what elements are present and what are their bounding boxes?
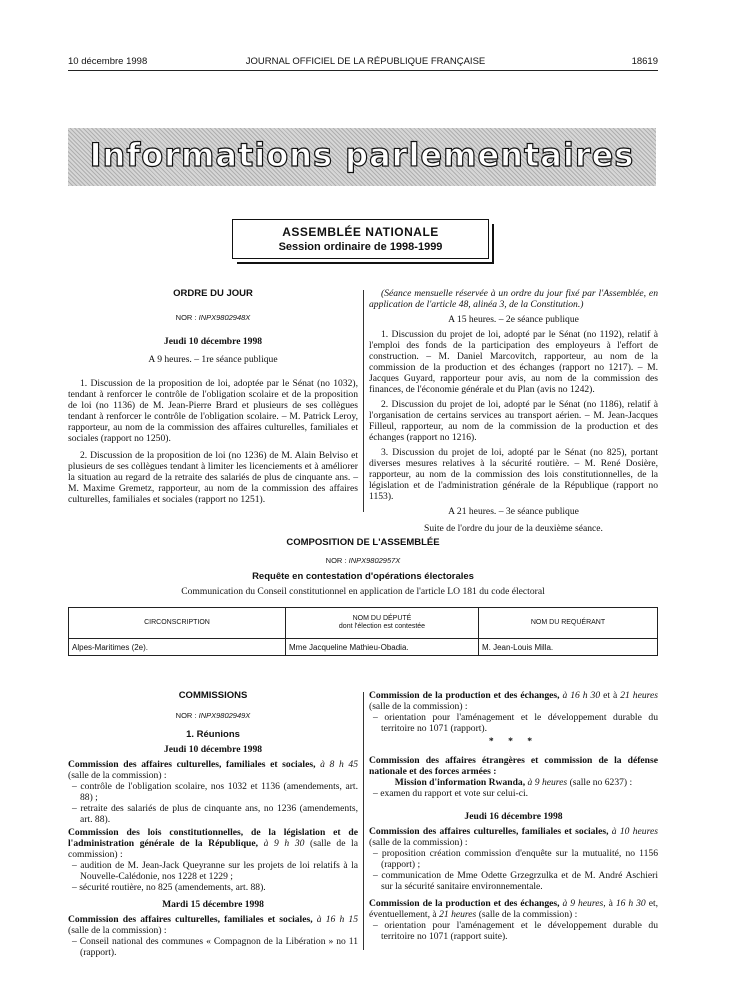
- commission-6: Commission des affaires culturelles, familiales et sociales, à 10 heures (salle de la commission) :: [369, 826, 658, 848]
- commission-5: Commission des affaires étrangères et commission de la défense nationale et des forces armées :: [369, 755, 658, 777]
- ordre-right-column: [369, 288, 658, 534]
- commission-7: Commission de la production et des échanges, à 9 heures, à 16 h 30 et, éventuellement, à 21 heures (salle de la commission) :: [369, 898, 659, 920]
- suite-note: Suite de l'ordre du jour de la deuxième séance.: [424, 523, 603, 534]
- cell-circonscription: Alpes-Maritimes (2e).: [69, 639, 286, 656]
- composition-section: [68, 537, 658, 597]
- day-3: Jeudi 16 décembre 1998: [464, 811, 563, 822]
- contestation-table: [68, 607, 658, 656]
- seance-note: (Séance mensuelle réservée à un ordre du jour fixé par l'Assemblée, en application de l'article 48, alinéa 3, de la Constitution.): [369, 288, 658, 310]
- session-title: Session ordinaire de 1998-1999: [278, 241, 443, 253]
- commission-1-item-1: – contrôle de l'obligation scolaire, nos 1032 et 1136 (amendements, art. 88) ;: [72, 781, 358, 803]
- header-page-number: 18619: [631, 56, 658, 67]
- commissions-heading: COMMISSIONS: [178, 690, 248, 701]
- ordre-item-3: 1. Discussion du projet de loi, adopté par le Sénat (no 1192), relatif à l'emploi des fonds de la participation des employeurs à l'effort de construction. – M. Daniel Marcovitch, rapporteur, au nom de la commission de la production et des échanges (rapport no 1217). – M. Jacques Guyard, rapporteur pour avis, au nom de la commission des finances, de l'économie générale et du Plan (avis no 1242).: [369, 329, 658, 395]
- composition-subheading: Requête en contestation d'opérations électorales: [252, 571, 474, 582]
- commission-6-item-2: – communication de Mme Odette Grzegrzulka et de M. André Aschieri sur la sécurité sanitaire environnementale.: [373, 870, 658, 892]
- ordre-item-4: 2. Discussion du projet de loi, adopté par le Sénat (no 1186), relatif à l'organisation de certains services au transport aérien. – M. Jean-Jacques Filleul, rapporteur, au nom de la commission de la production et des échanges (rapport no 1216).: [369, 399, 658, 443]
- table-header-row: [69, 608, 658, 639]
- ordre-item-1: 1. Discussion de la proposition de loi, adoptée par le Sénat (no 1032), tendant à renforcer le contrôle de l'obligation scolaire et de la proposition de loi (no 1136) de M. Jean-Pierre Brard et plusieurs de ses collègues tendant à renforcer le contrôle de l'obligation scolaire. – M. Patrick Leroy, rapporteur, au nom de la commission des affaires culturelles, familiales et sociales (rapport no 1250).: [68, 378, 358, 444]
- header-rule: [68, 70, 658, 71]
- assembly-box: [232, 219, 489, 259]
- ordre-day: Jeudi 10 décembre 1998: [163, 336, 263, 347]
- commission-3-item-1: – Conseil national des communes « Compagnon de la Libération » no 11 (rapport).: [72, 936, 358, 958]
- seance-2: A 15 heures. – 2e séance publique: [448, 314, 579, 325]
- column-divider: [363, 692, 364, 950]
- seance-3: A 21 heures. – 3e séance publique: [448, 506, 579, 517]
- commission-2: Commission des lois constitutionnelles, de la législation et de l'administration générale de la République, à 9 h 30 (salle de la commission) :: [68, 827, 358, 860]
- header-date: 10 décembre 1998: [68, 56, 148, 67]
- ordre-item-2: 2. Discussion de la proposition de loi (no 1236) de M. Alain Belviso et plusieurs de ses collègues tendant à limiter les licenciements et à améliorer la situation au regard de la retraite des salariés de plus de cinquante ans. – M. Maxime Gremetz, rapporteur, au nom de la commission des affaires culturelles, familiales et sociales (rapport no 1251).: [68, 450, 358, 505]
- column-divider: [363, 290, 364, 512]
- table-header-circonscription: CIRCONSCRIPTION: [69, 608, 286, 639]
- commission-1-item-2: – retraite des salariés de plus de cinquante ans, no 1236 (amendements, art. 88).: [72, 803, 358, 825]
- banner: [68, 128, 656, 186]
- table-row: [69, 639, 658, 656]
- commission-6-item-1: – proposition création commission d'enquête sur la mutualité, no 1156 (rapport) ;: [373, 848, 658, 870]
- commission-4-item-1: – orientation pour l'aménagement et le développement durable du territoire no 1071 (rapport).: [373, 712, 658, 734]
- commission-5-mission: Mission d'information Rwanda, à 9 heures (salle no 6237) :: [394, 777, 633, 788]
- banner-title: Informations parlementaires: [89, 136, 635, 174]
- day-1: Jeudi 10 décembre 1998: [163, 744, 263, 755]
- ordre-item-5: 3. Discussion du projet de loi, adopté par le Sénat (no 825), portant diverses mesures relatives à la sécurité routière. – M. René Dosière, rapporteur, au nom de la commission des lois constitutionnelles, de la législation et de l'administration générale de la République (rapport no 1153).: [369, 447, 658, 502]
- day-2: Mardi 15 décembre 1998: [162, 899, 264, 910]
- seance-1: A 9 heures. – 1re séance publique: [148, 354, 278, 365]
- ordre-heading: ORDRE DU JOUR: [173, 288, 253, 299]
- commission-2-item-1: – audition de M. Jean-Jack Queyranne sur les projets de loi relatifs à la Nouvelle-Calédonie, nos 1228 et 1229 ;: [72, 860, 358, 882]
- commission-7-item-1: – orientation pour l'aménagement et le développement durable du territoire no 1071 (rapport suite).: [373, 920, 658, 942]
- commissions-left-column: [68, 690, 358, 958]
- cell-requerant: M. Jean-Louis Milla.: [479, 639, 658, 656]
- reunions-heading: 1. Réunions: [186, 729, 240, 740]
- cell-depute: Mme Jacqueline Mathieu-Obadia.: [286, 639, 479, 656]
- commission-2-item-2: – sécurité routière, no 825 (amendements, art. 88).: [72, 882, 266, 893]
- commission-5-item-1: – examen du rapport et vote sur celui-ci.: [373, 788, 529, 799]
- commissions-right-column: [369, 690, 658, 942]
- composition-nor: NOR : INPX9802957X: [325, 556, 401, 565]
- composition-communication: Communication du Conseil constitutionnel en application de l'article LO 181 du code électoral: [181, 586, 545, 597]
- separator-stars: * * *: [488, 736, 539, 747]
- ordre-nor: NOR : INPX9802948X: [175, 313, 251, 322]
- table-header-requerant: NOM DU REQUÉRANT: [479, 608, 658, 639]
- commission-4: Commission de la production et des échanges, à 16 h 30 et à 21 heures (salle de la commission) :: [369, 690, 659, 712]
- composition-heading: COMPOSITION DE L'ASSEMBLÉE: [286, 537, 440, 548]
- commission-3: Commission des affaires culturelles, familiales et sociales, à 16 h 15 (salle de la commission) :: [68, 914, 358, 936]
- header-journal: JOURNAL OFFICIEL DE LA RÉPUBLIQUE FRANÇAISE: [245, 56, 486, 67]
- ordre-left-column: [68, 288, 358, 505]
- assembly-name: ASSEMBLÉE NATIONALE: [282, 225, 439, 239]
- table-header-depute: NOM DU DÉPUTÉ dont l'élection est contestée: [286, 608, 479, 639]
- commissions-nor: NOR : INPX9802949X: [175, 711, 251, 720]
- commission-1: Commission des affaires culturelles, familiales et sociales, à 8 h 45 (salle de la commission) :: [68, 759, 358, 781]
